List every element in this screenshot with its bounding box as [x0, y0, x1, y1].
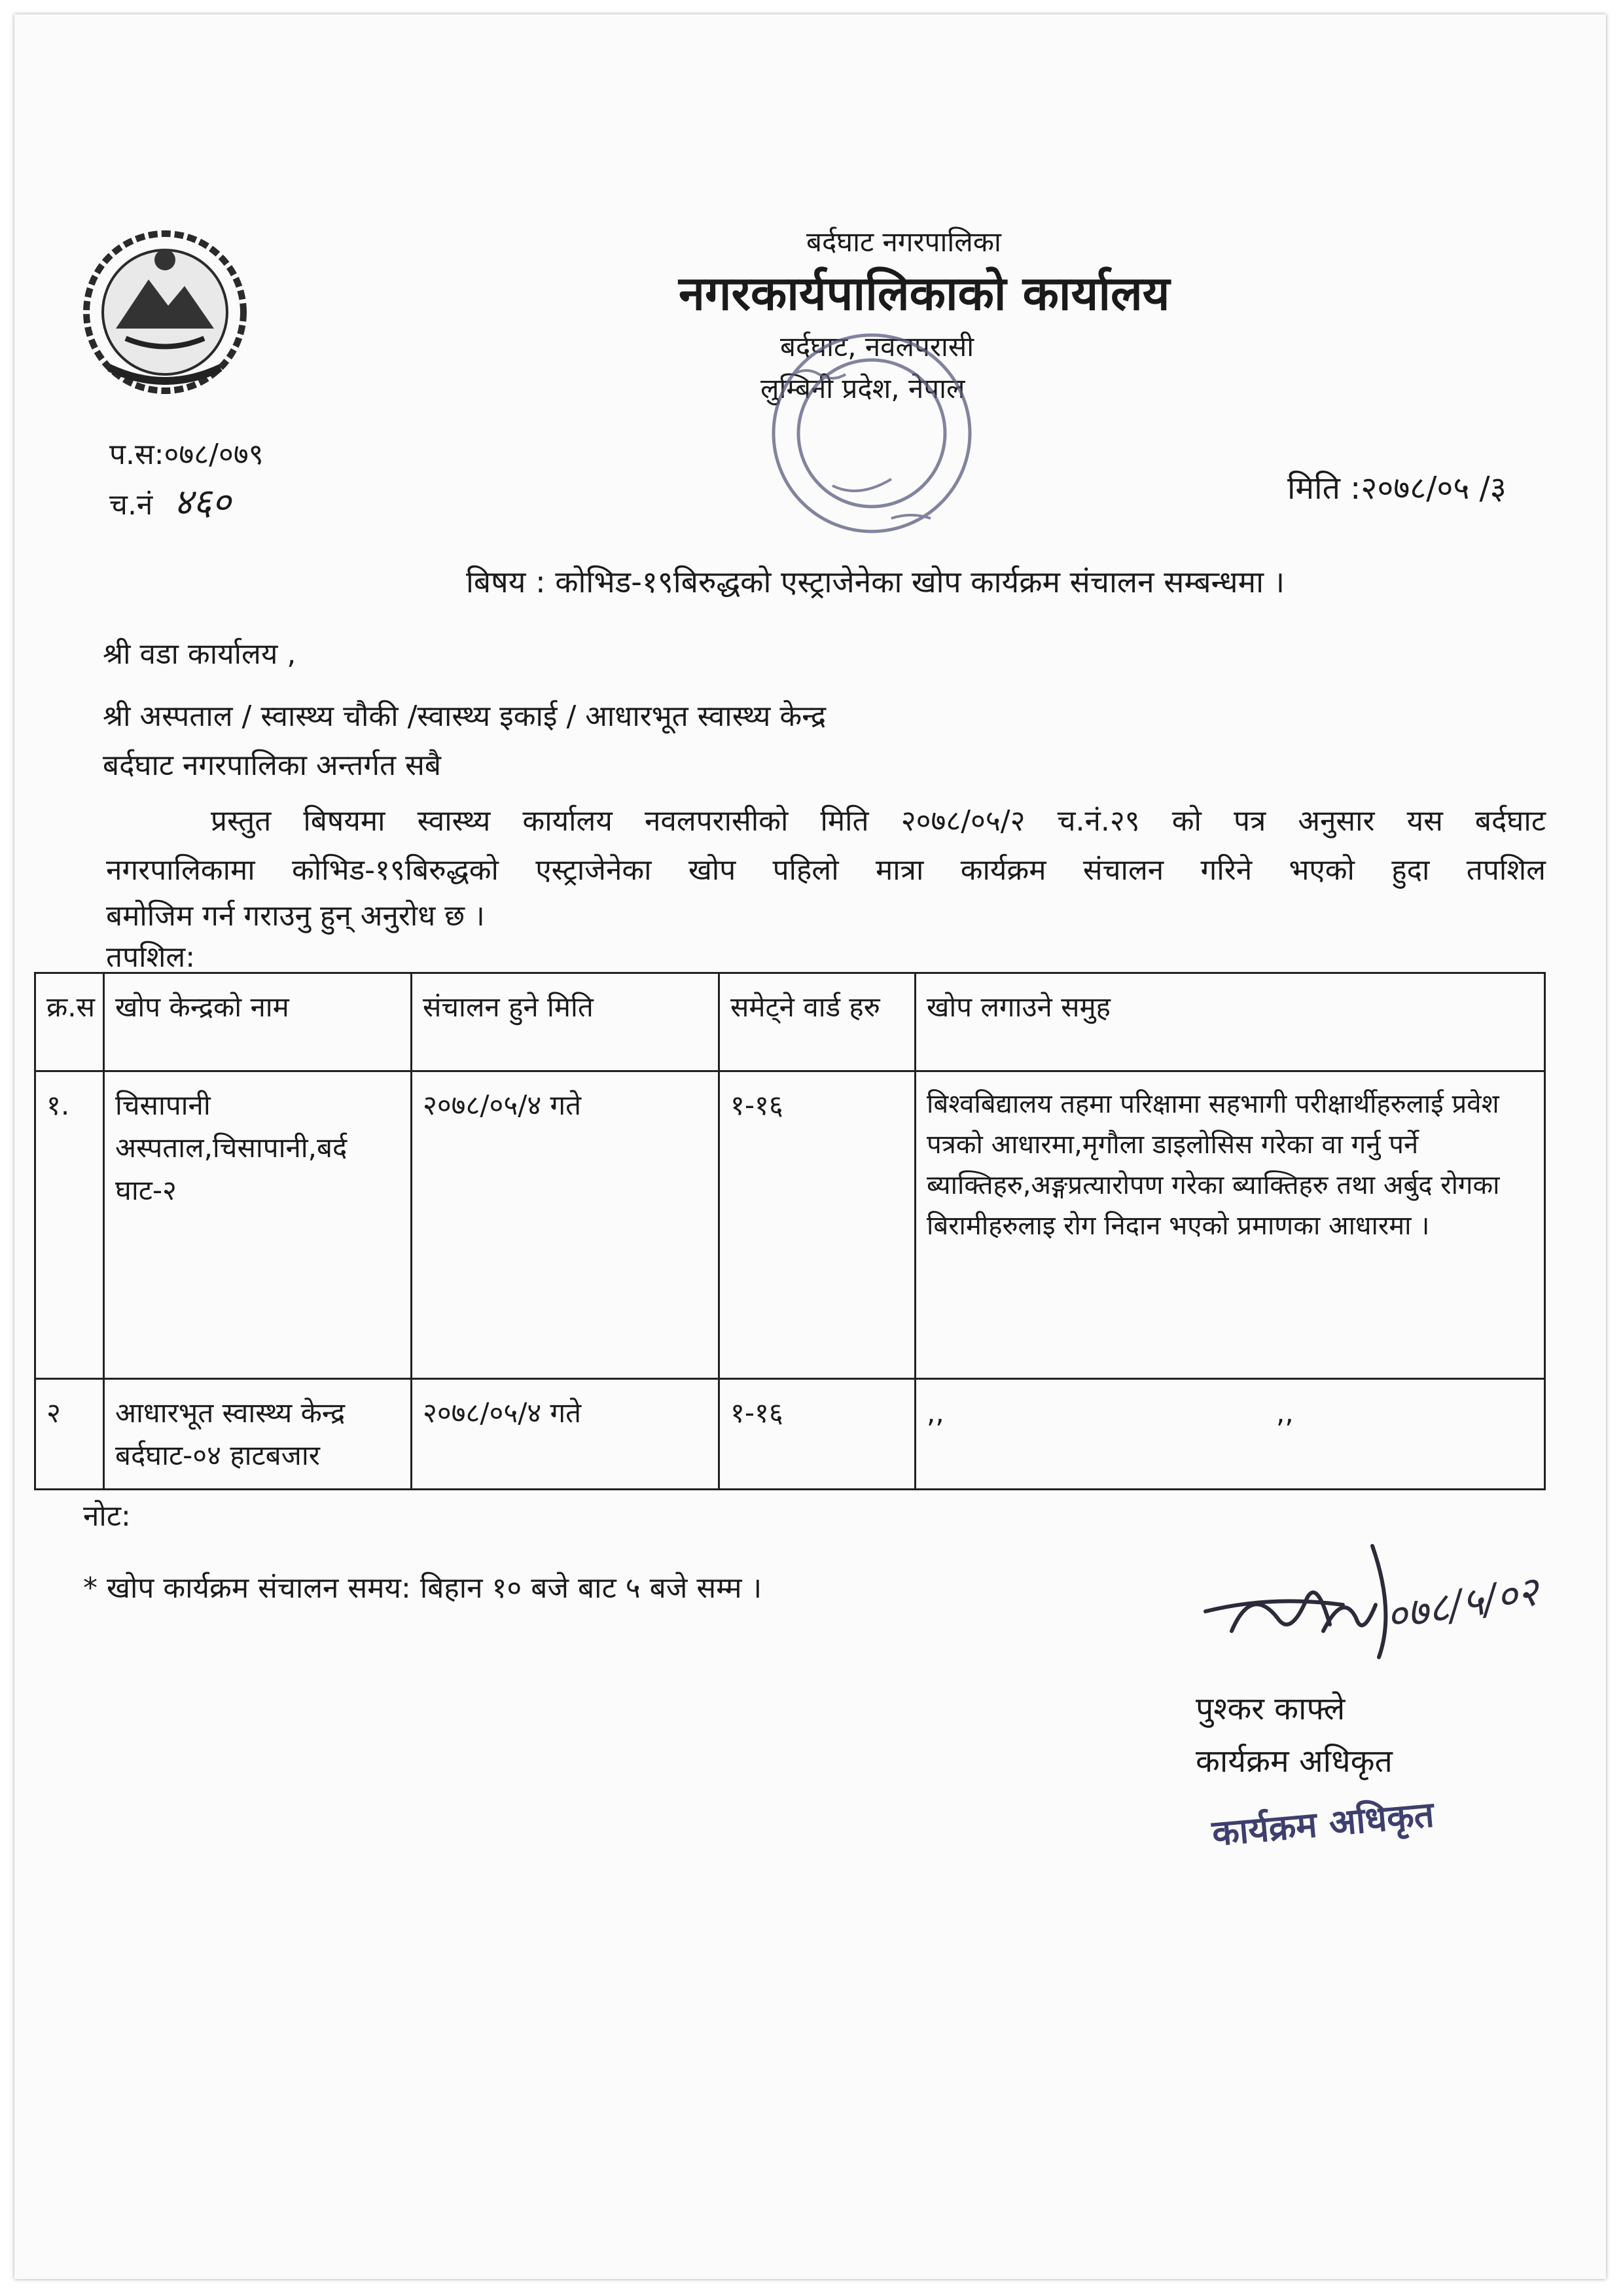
cell-target-group: ,, ,,: [916, 1379, 1545, 1490]
cell-target-group: बिश्वबिद्यालय तहमा परिक्षामा सहभागी परीक्षार्थीहरुलाई प्रवेश पत्रको आधारमा,मृगौला डाइलोसिस गरेका वा गर्नु पर्ने ब्याक्तिहरु,अङ्गप्रत्यारोपण गरेका ब्याक्तिहरु तथा अर्बुद रोगका बिरामीहरुलाइ रोग निदान भएको प्रमाणका आधारमा ।: [916, 1071, 1545, 1379]
signature-date: ०७८/५/०२: [1382, 1567, 1543, 1641]
office-address-line2: लुम्बिनी प्रदेश, नेपाल: [760, 372, 965, 404]
cell-date: २०७८/०५/४ गते: [412, 1379, 719, 1490]
table-row: [35, 1071, 1545, 1379]
header-center-name: खोप केन्द्रको नाम: [104, 973, 412, 1071]
header-wards: समेट्ने वार्ड हरु: [719, 973, 916, 1071]
body-text-line: बमोजिम गर्न गराउनु हुन् अनुरोध छ ।: [106, 899, 485, 933]
nepal-emblem-logo: [70, 214, 260, 404]
signatory-title: कार्यक्रम अधिकृत: [1196, 1743, 1393, 1780]
office-seal-stamp: [741, 322, 1016, 558]
body-text-line: प्रस्तुत बिषयमा स्वास्थ्य कार्यालय नवलपरासीको मिति २०७८/०५/२ च.नं.२९ को पत्र अनुसार यस बर्दघाट: [211, 804, 1546, 838]
header-date: संचालन हुने मिति: [412, 973, 719, 1071]
note-text: * खोप कार्यक्रम संचालन समय: बिहान १० बजे बाट ५ बजे सम्म ।: [83, 1571, 762, 1605]
table-header-row: [35, 973, 1545, 1071]
designation-stamp: कार्यक्रम अधिकृत: [1210, 1793, 1436, 1854]
reference-fiscal-year: प.स:०७८/०७९: [109, 438, 264, 471]
municipality-name: बर्दघाट नगरपालिका: [806, 226, 1001, 258]
cell-serial: १.: [35, 1071, 104, 1379]
reference-number-value: ४६०: [173, 481, 231, 524]
cell-serial: २: [35, 1379, 104, 1490]
body-text-line: नगरपालिकामा कोभिड-१९बिरुद्धको एस्ट्राजेनेका खोप पहिलो मात्रा कार्यक्रम संचालन गरिने भएको हुदा तपशिल: [106, 853, 1546, 887]
header-serial: क्र.स: [35, 973, 104, 1071]
reference-number: [109, 476, 231, 526]
handwritten-signature: [1192, 1533, 1559, 1703]
cell-wards: १-१६: [719, 1071, 916, 1379]
cell-date: २०७८/०५/४ गते: [412, 1071, 719, 1379]
cell-center-name: चिसापानी अस्पताल,चिसापानी,बर्द घाट-२: [104, 1071, 412, 1379]
schedule-label: तपशिल:: [106, 941, 196, 974]
addressee-line: श्री अस्पताल / स्वास्थ्य चौकी /स्वास्थ्य इकाई / आधारभूत स्वास्थ्य केन्द्र: [103, 700, 827, 733]
addressee-line: श्री वडा कार्यालय ,: [103, 637, 296, 671]
letter-date: मिति :२०७८/०५ /३: [1287, 470, 1507, 507]
table-row: [35, 1379, 1545, 1490]
office-address-line1: बर्दघाट, नवलपरासी: [780, 331, 974, 363]
reference-number-label: च.नं: [109, 488, 153, 522]
vaccination-schedule-table: [34, 972, 1546, 1490]
signatory-name: पुश्कर काफ्ले: [1196, 1691, 1346, 1727]
header-target-group: खोप लगाउने समुह: [916, 973, 1545, 1071]
letter-subject: बिषय : कोभिड-१९बिरुद्धको एस्ट्राजेनेका खोप कार्यक्रम संचालन सम्बन्धमा ।: [466, 564, 1285, 600]
addressee-line: बर्दघाट नगरपालिका अन्तर्गत सबै: [103, 749, 441, 782]
note-label: नोट:: [83, 1499, 131, 1533]
cell-center-name: आधारभूत स्वास्थ्य केन्द्र बर्दघाट-०४ हाटबजार: [104, 1379, 412, 1490]
office-title: नगरकार्यपालिकाको कार्यालय: [679, 266, 1170, 321]
letter-sheet: [14, 14, 1606, 2279]
cell-wards: १-१६: [719, 1379, 916, 1490]
